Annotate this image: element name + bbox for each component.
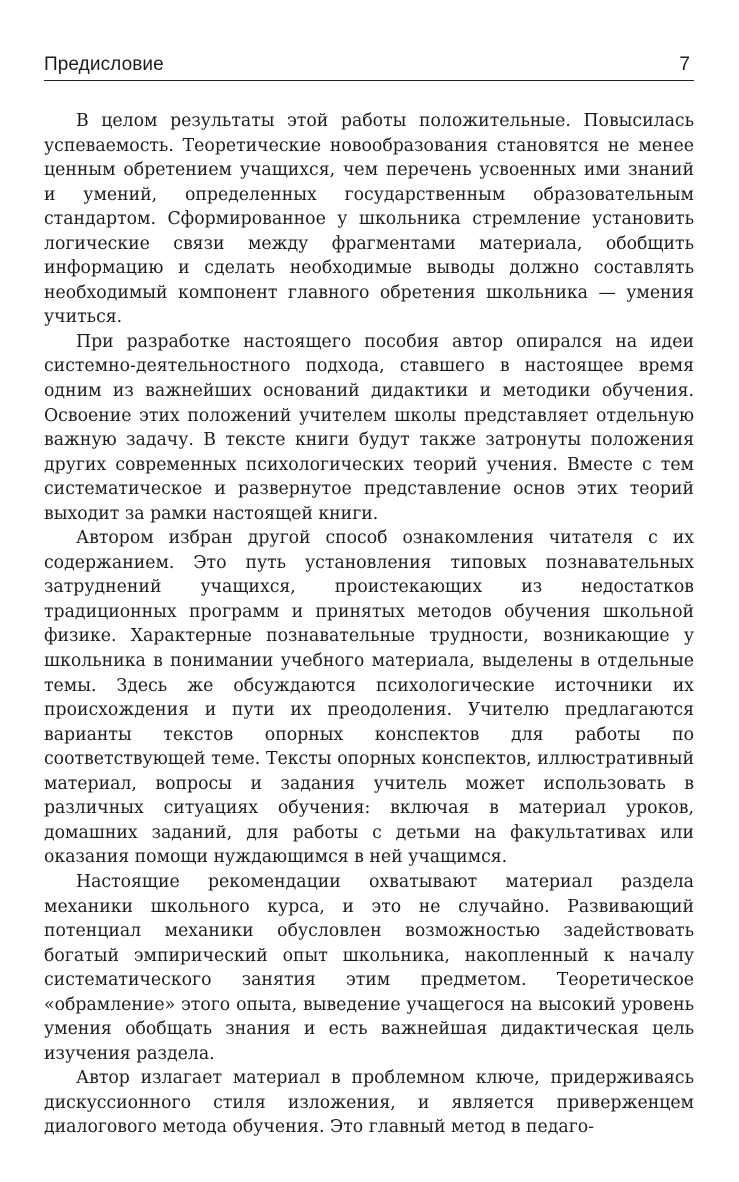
paragraph-1: В целом результаты этой работы положительные. Повысилась успеваемость. Теоретические новообразования становятся не менее ценным обретением учащихся, чем перечень усвоенных ими знаний и умений, определенных государственным образовательным стандартом. Сформированное у школьника стремление установить логические связи между фрагментами материала, обобщить информацию и сделать необходимые выводы должно составлять необходимый компонент главного обретения школьника — умения учиться. xyxy=(44,111,694,328)
running-header xyxy=(44,54,694,81)
paragraph-4: Настоящие рекомендации охватывают материал раздела механики школьного курса, и это не случайно. Развивающий потенциал механики обусловлен возможностью задействовать богатый эмпирический опыт школьника, накопленный к началу систематического занятия этим предметом. Теоретическое «обрамление» этого опыта, выведение учащегося на высокий уровень умения обобщать знания и есть важнейшая дидактическая цель изучения раздела. xyxy=(44,871,694,1064)
paragraph-3: Автором избран другой способ ознакомления читателя с их содержанием. Это путь установления типовых познавательных затруднений учащихся, проистекающих из недостатков традиционных программ и принятых методов обучения школьной физике. Характерные познавательные трудности, возникающие у школьника в понимании учебного материала, выделены в отдельные темы. Здесь же обсуждаются психологические источники их происхождения и пути их преодоления. Учителю предлагаются варианты текстов опорных конспектов для работы по соответствующей теме. Тексты опорных конспектов, иллюстративный материал, вопросы и задания учитель может использовать в различных ситуациях обучения: включая в материал уроков, домашних заданий, для работы с детьми на факультативах или оказания помощи нуждающимся в ней учащимся. xyxy=(44,528,694,868)
section-title: Предисловие xyxy=(44,54,164,75)
page-number: 7 xyxy=(679,54,690,75)
book-page xyxy=(44,54,694,1140)
body-text xyxy=(44,109,694,1140)
paragraph-2: При разработке настоящего пособия автор опирался на идеи системно-деятельностного подхода, ставшего в настоящее время одним из важнейших оснований дидактики и методики обучения. Освоение этих положений учителем школы представляет отдельную важную задачу. В тексте книги будут также затронуты положения других современных психологических теорий учения. Вместе с тем систематическое и развернутое представление основ этих теорий выходит за рамки настоящей книги. xyxy=(44,331,694,524)
paragraph-5: Автор излагает материал в проблемном ключе, придерживаясь дискуссионного стиля изложения, и является приверженцем диалогового метода обучения. Это главный метод в педаго- xyxy=(44,1068,694,1138)
